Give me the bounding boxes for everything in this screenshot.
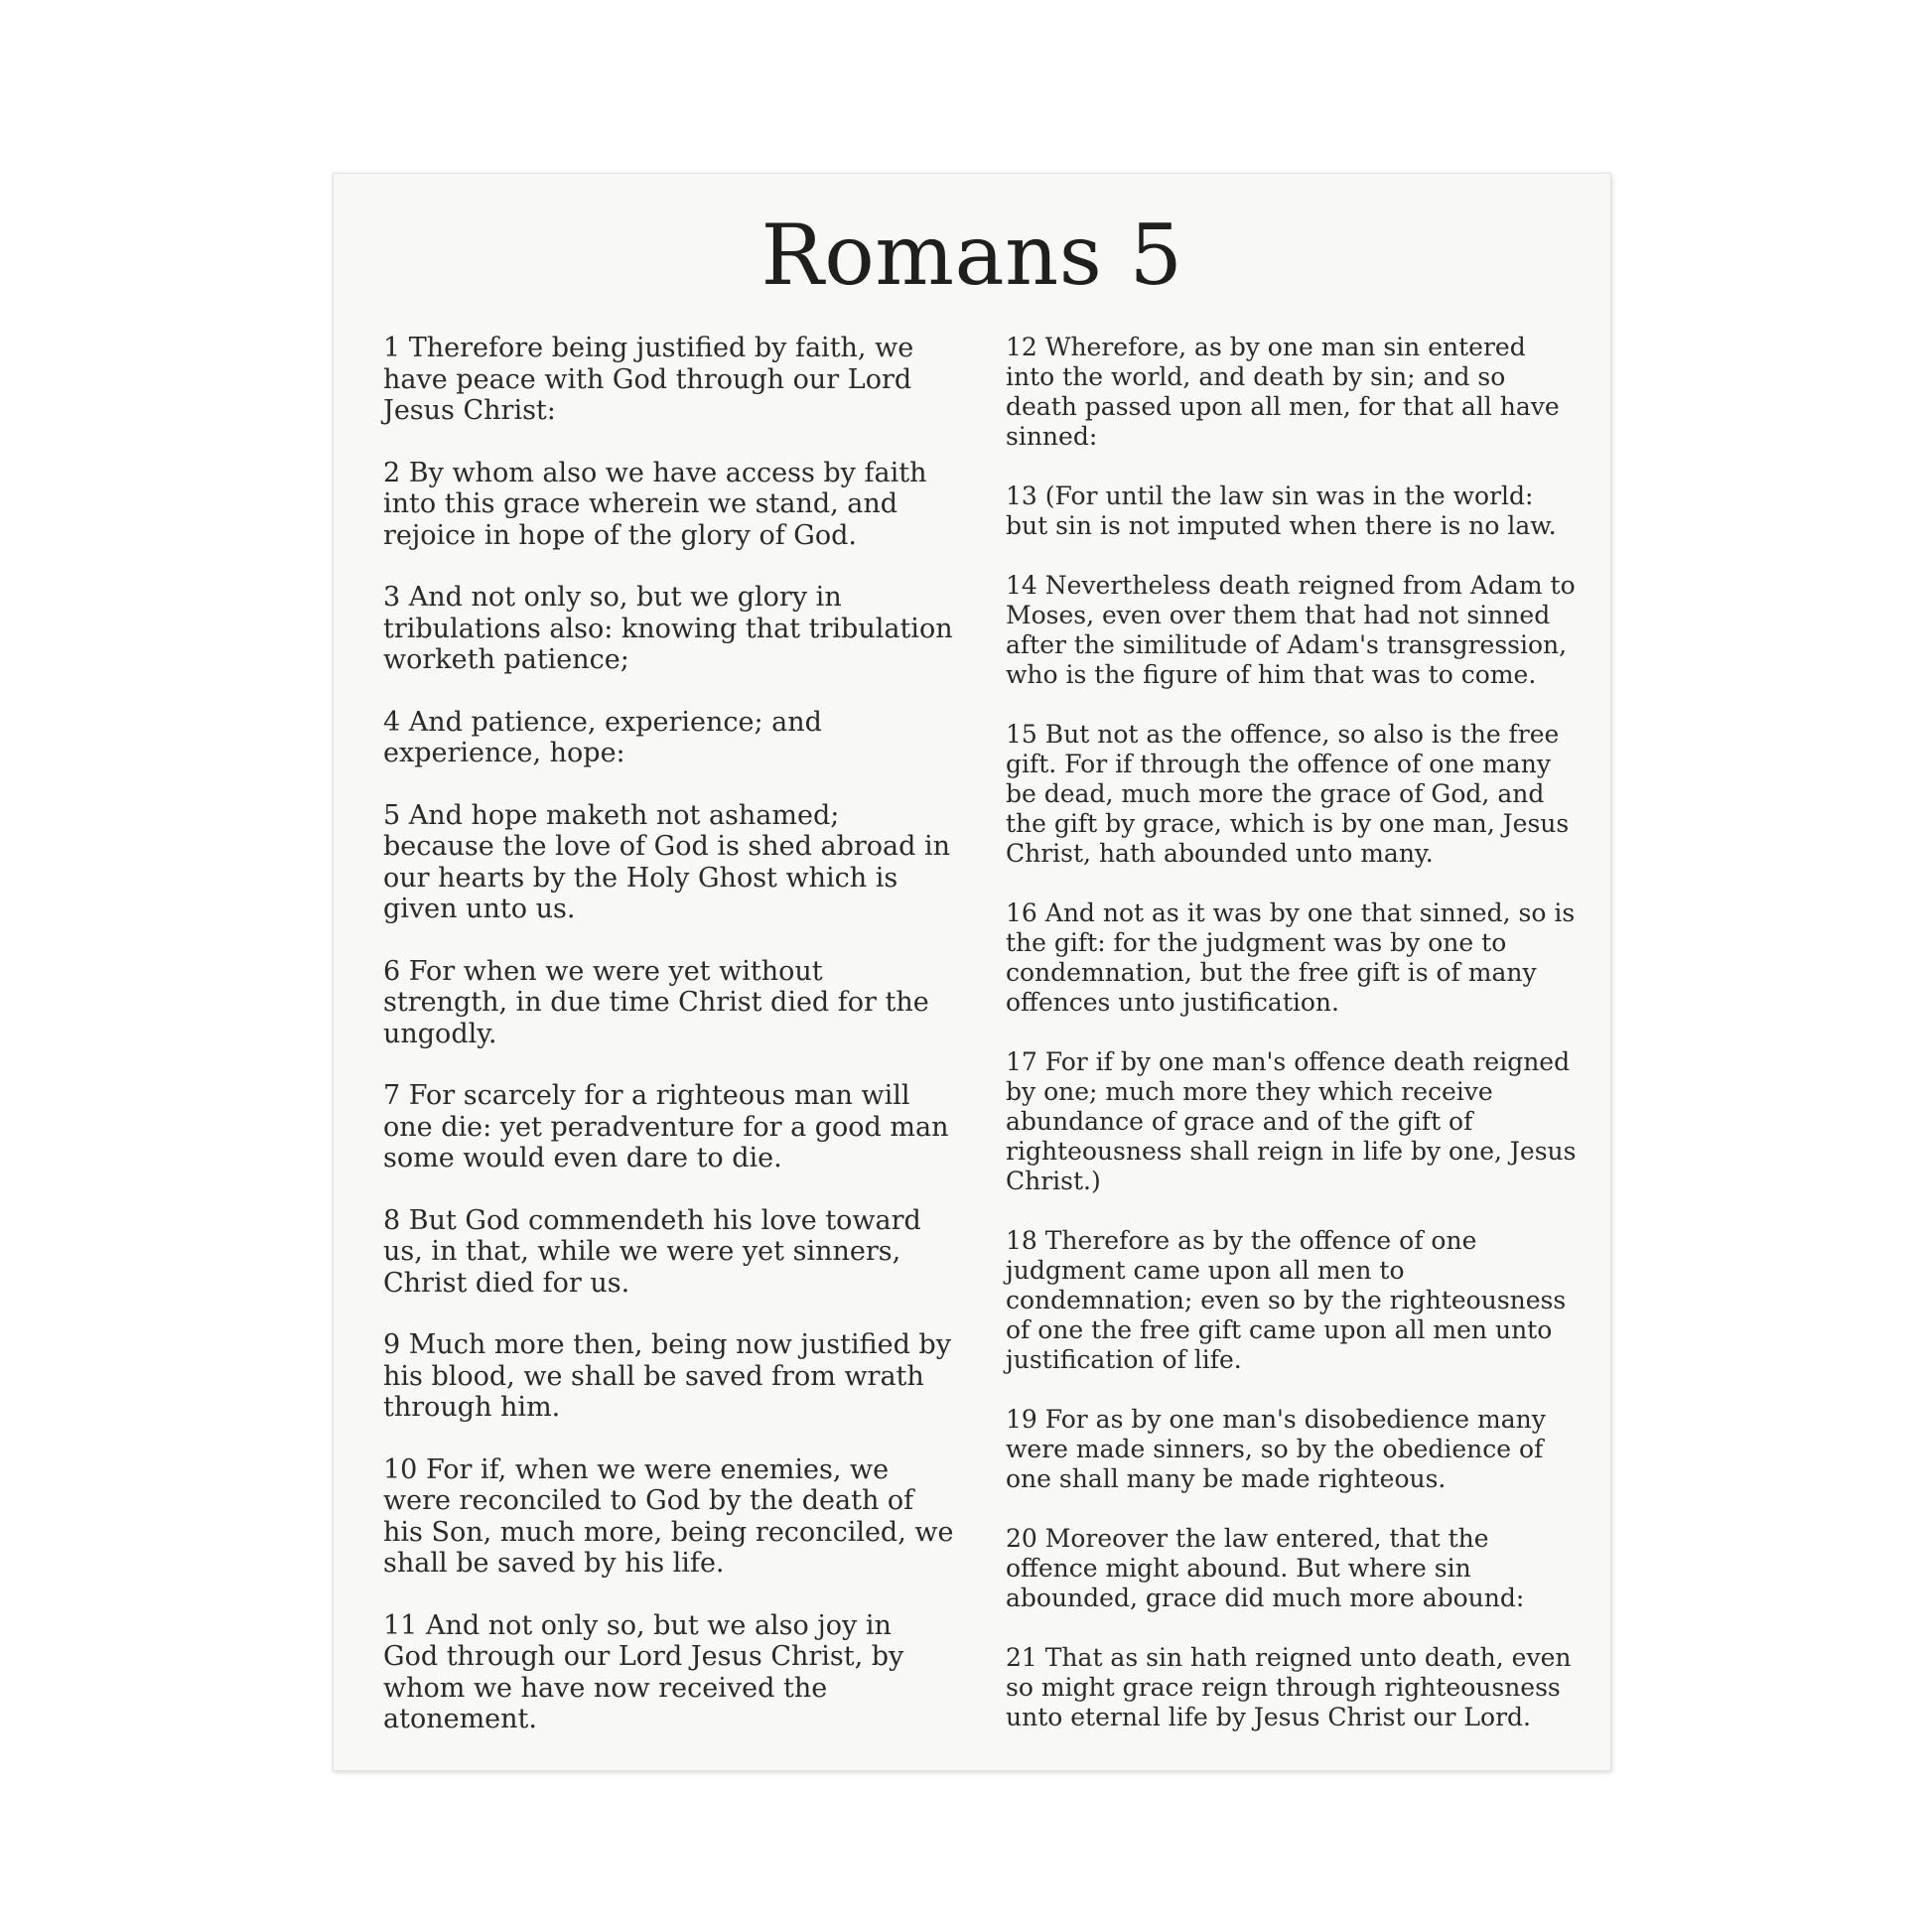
verse-14: 14 Nevertheless death reigned from Adam to Moses, even over them that had not sinned after the similitude of Adam's transgression, who is the figure of him that was to come.: [1006, 571, 1576, 689]
verse-19: 19 For as by one man's disobedience many were made sinners, so by the obedience of one shall many be made righteous.: [1006, 1405, 1546, 1493]
verse-21: 21 That as sin hath reigned unto death, even so might grace reign through righteousness unto eternal life by Jesus Christ our Lord.: [1006, 1643, 1572, 1731]
verse-10: 10 For if, when we were enemies, we were reconciled to God by the death of his Son, much more, being reconciled, we shall be saved by his life.: [383, 1453, 954, 1579]
verse-12: 12 Wherefore, as by one man sin entered into the world, and death by sin; and so death passed upon all men, for that all have sinned:: [1006, 333, 1560, 451]
left-column: [383, 333, 954, 1766]
canvas-print: [333, 173, 1611, 1771]
verse-15: 15 But not as the offence, so also is the free gift. For if through the offence of one many be dead, much more the grace of God, and the gift by grace, which is by one man, Jesus Christ, hath abounded unto many.: [1006, 720, 1570, 868]
verse-3: 3 And not only so, but we glory in tribulations also: knowing that tribulation worketh patience;: [383, 582, 953, 675]
verse-7: 7 For scarcely for a righteous man will one die: yet peradventure for a good man some would even dare to die.: [383, 1080, 949, 1173]
verse-20: 20 Moreover the law entered, that the offence might abound. But where sin abounded, grace did much more abound:: [1006, 1524, 1525, 1612]
verse-5: 5 And hope maketh not ashamed; because the love of God is shed abroad in our hearts by the Holy Ghost which is given unto us.: [383, 799, 951, 924]
verse-4: 4 And patience, experience; and experience, hope:: [383, 706, 822, 768]
verse-13: 13 (For until the law sin was in the world: but sin is not imputed when there is no law.: [1006, 482, 1557, 540]
right-column: [1006, 333, 1582, 1762]
verse-16: 16 And not as it was by one that sinned, so is the gift: for the judgment was by one to condemnation, but the free gift is of many offences unto justification.: [1006, 898, 1576, 1017]
page-title: Romans 5: [760, 207, 1183, 304]
verse-6: 6 For when we were yet without strength, in due time Christ died for the ungodly.: [383, 955, 929, 1049]
verse-8: 8 But God commendeth his love toward us, in that, while we were yet sinners, Christ died for us.: [383, 1204, 921, 1299]
verse-1: 1 Therefore being justified by faith, we have peace with God through our Lord Jesus Christ:: [383, 333, 914, 426]
verse-11: 11 And not only so, but we also joy in God through our Lord Jesus Christ, by whom we have now received the atonement.: [383, 1609, 904, 1734]
verse-18: 18 Therefore as by the offence of one judgment came upon all men to condemnation; even so by the righteousness of one the free gift came upon all men unto justification of life.: [1006, 1226, 1567, 1374]
verse-2: 2 By whom also we have access by faith into this grace wherein we stand, and rejoice in hope of the glory of God.: [383, 457, 927, 551]
verse-17: 17 For if by one man's offence death reigned by one; much more they which receive abundance of grace and of the gift of righteousness shall reign in life by one, Jesus Christ.): [1006, 1047, 1577, 1195]
verse-9: 9 Much more then, being now justified by his blood, we shall be saved from wrath through him.: [383, 1329, 951, 1423]
